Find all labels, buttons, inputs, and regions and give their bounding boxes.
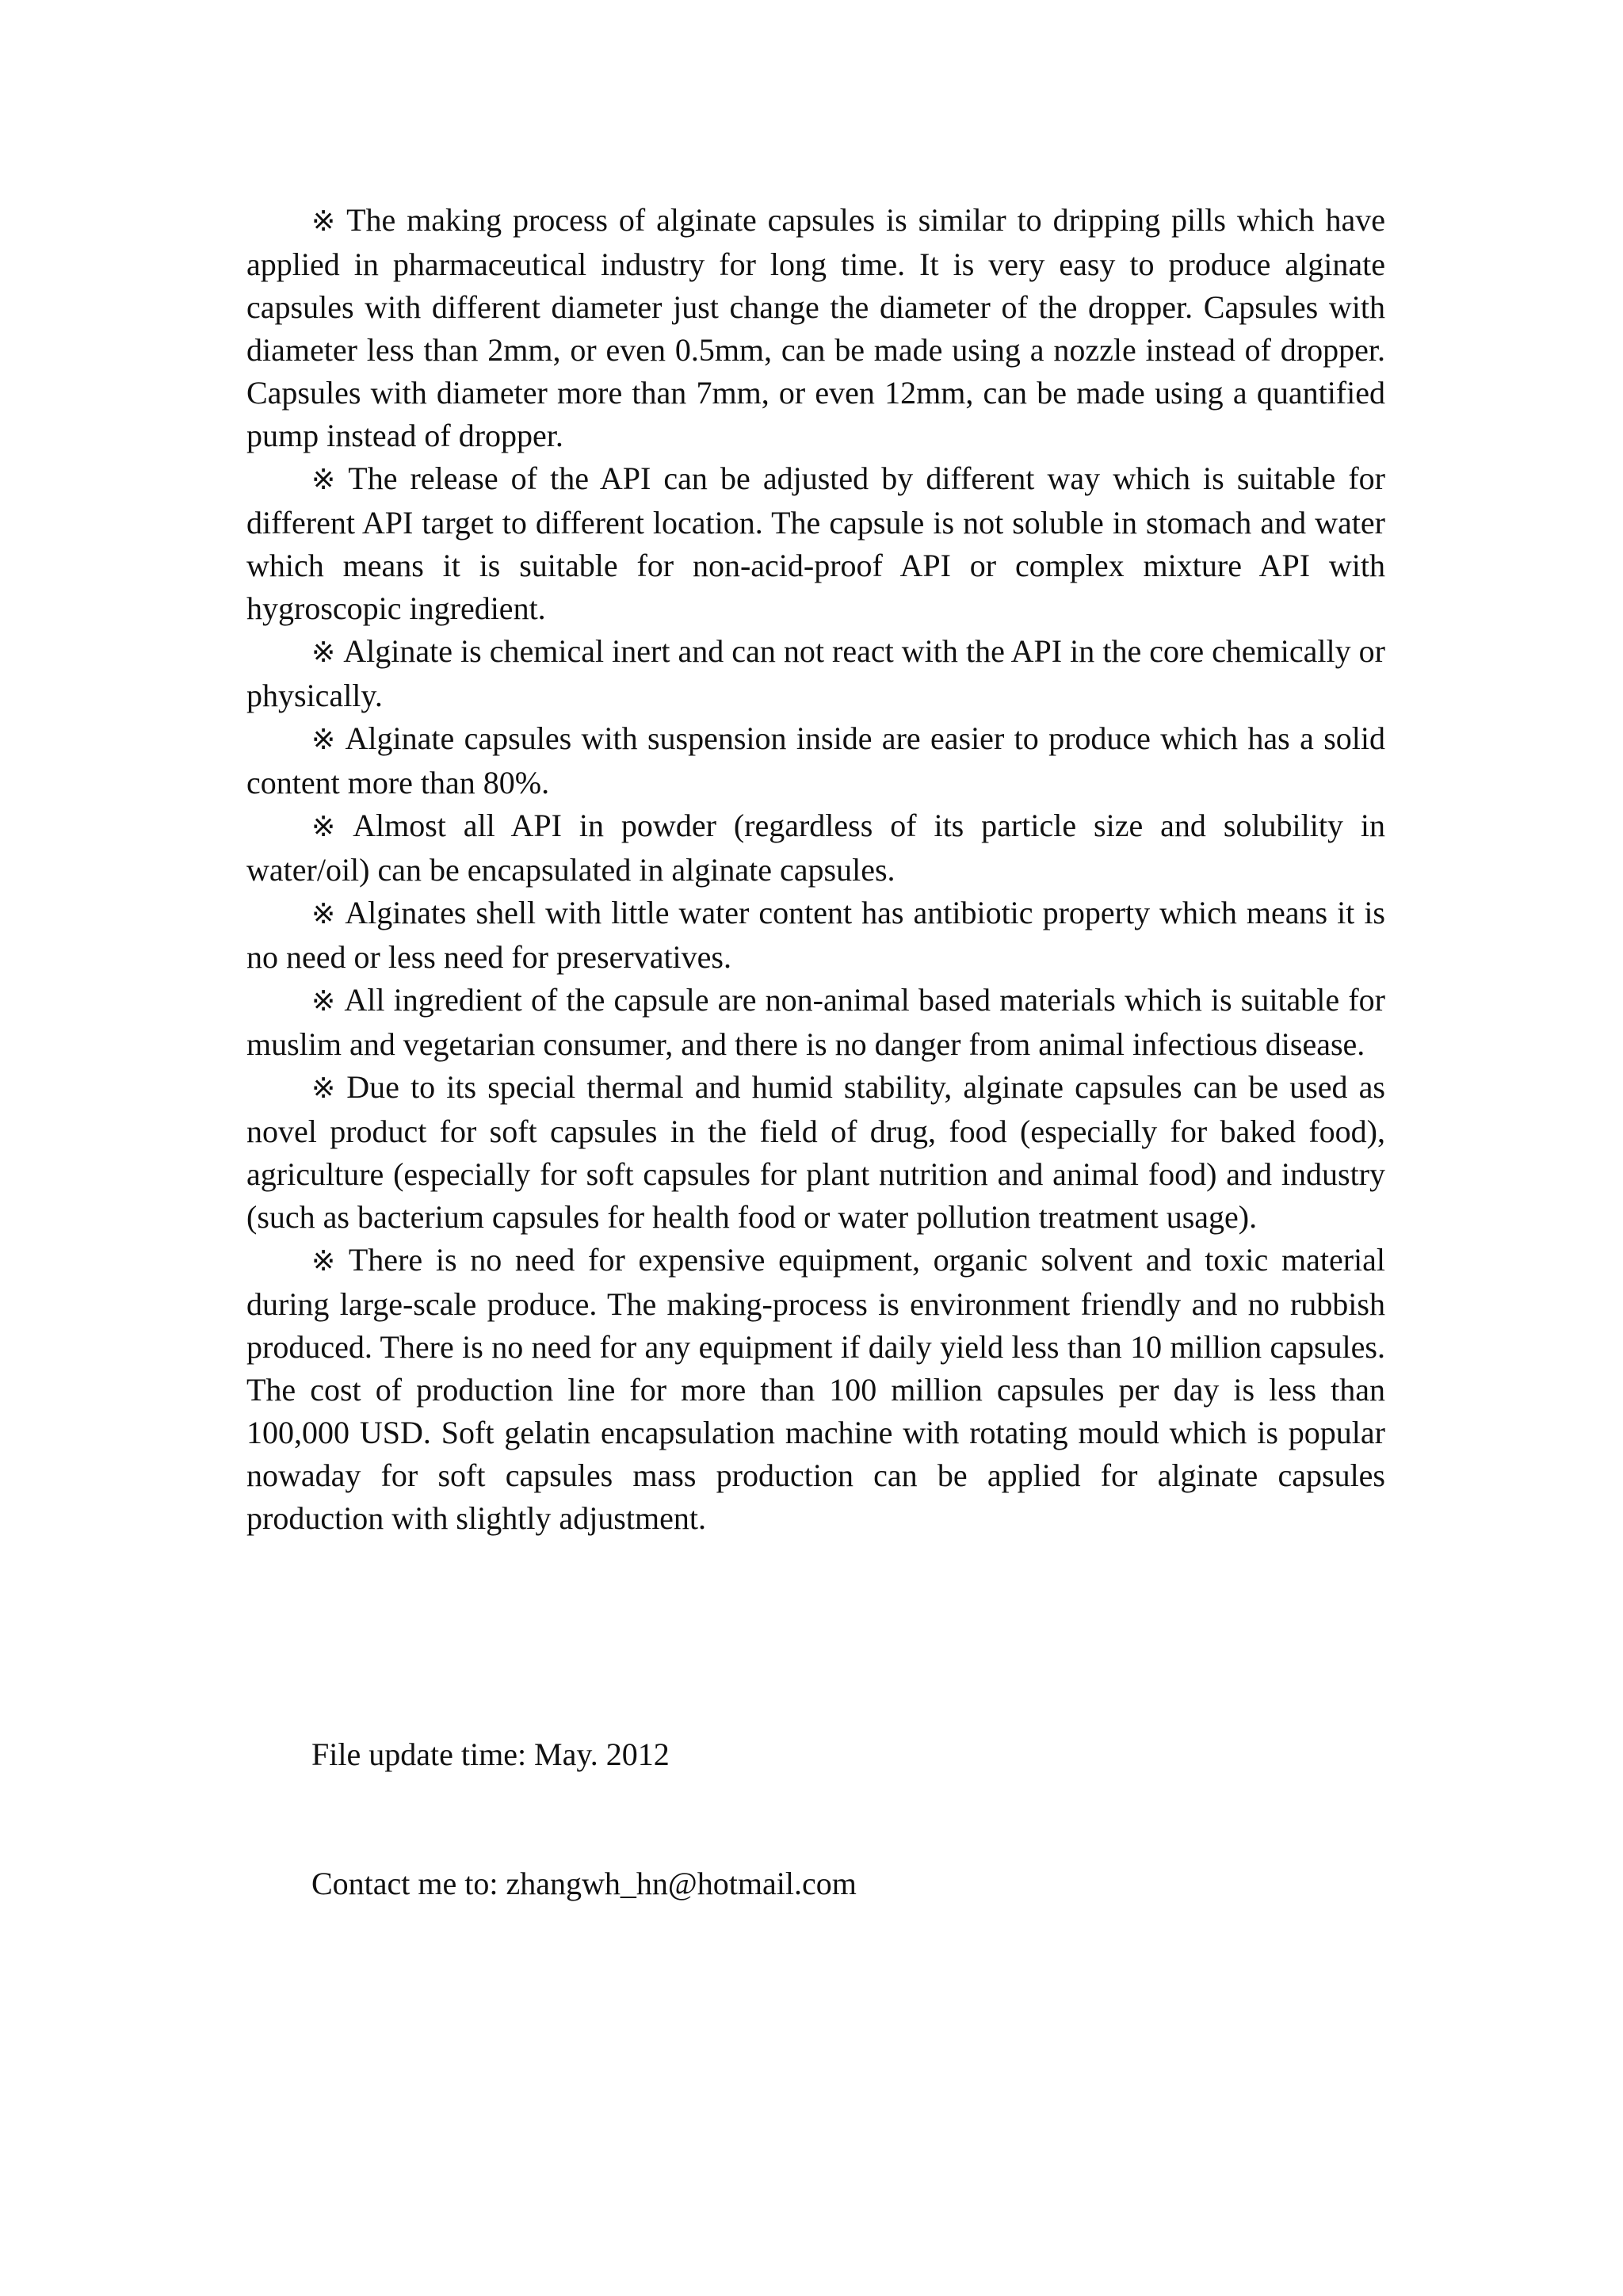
- paragraph-2: [246, 457, 1385, 630]
- file-update-time: File update time: May. 2012: [311, 1736, 670, 1772]
- paragraph-text: There is no need for expensive equipment, organic solvent and toxic material during large-scale produce. The making-process is environment friendly and no rubbish produced. There is no need for any equipment if daily yield less than 10 million capsules. The cost of production line for more than 100 million capsules per day is less than 100,000 USD. Soft gelatin encapsulation machine with rotating mould which is popular nowaday for soft capsules mass production can be applied for alginate capsules production with slightly adjustment.: [246, 1242, 1385, 1536]
- paragraph-text: All ingredient of the capsule are non-animal based materials which is suitable for muslim and vegetarian consumer, and there is no danger from animal infectious disease.: [246, 982, 1385, 1062]
- reference-mark-icon: ※: [311, 205, 339, 238]
- contact-line: Contact me to: zhangwh_hn@hotmail.com: [311, 1866, 857, 1901]
- paragraph-1: [246, 199, 1385, 457]
- reference-mark-icon: ※: [311, 464, 341, 496]
- reference-mark-icon: ※: [311, 1245, 341, 1278]
- paragraph-text: The release of the API can be adjusted by different way which is suitable for different API target to different location. The capsule is not soluble in stomach and water which means it is suitable for non-acid-proof API or complex mixture API with hygroscopic ingredient.: [246, 460, 1385, 626]
- paragraph-7: [246, 979, 1385, 1066]
- reference-mark-icon: ※: [311, 1072, 339, 1105]
- document-body: [246, 199, 1385, 1540]
- paragraph-4: [246, 717, 1385, 804]
- paragraph-6: [246, 892, 1385, 979]
- paragraph-8: [246, 1066, 1385, 1239]
- reference-mark-icon: ※: [311, 898, 338, 930]
- paragraph-text: Due to its special thermal and humid stability, alginate capsules can be used as novel product for soft capsules in the field of drug, food (especially for baked food), agriculture (especially for soft capsules for plant nutrition and animal food) and industry (such as bacterium capsules for health food or water pollution treatment usage).: [246, 1069, 1385, 1235]
- paragraph-text: Alginates shell with little water content has antibiotic property which means it is no need or less need for preservatives.: [246, 895, 1385, 975]
- reference-mark-icon: ※: [311, 724, 338, 756]
- paragraph-text: Almost all API in powder (regardless of its particle size and solubility in water/oil) can be encapsulated in alginate capsules.: [246, 808, 1385, 888]
- reference-mark-icon: ※: [311, 811, 346, 843]
- paragraph-text: Alginate capsules with suspension inside are easier to produce which has a solid content more than 80%.: [246, 720, 1385, 800]
- reference-mark-icon: ※: [311, 985, 337, 1018]
- paragraph-text: Alginate is chemical inert and can not react with the API in the core chemically or physically.: [246, 633, 1385, 713]
- paragraph-5: [246, 804, 1385, 892]
- reference-mark-icon: ※: [311, 636, 336, 669]
- paragraph-9: [246, 1239, 1385, 1540]
- paragraph-text: The making process of alginate capsules is similar to dripping pills which have applied in pharmaceutical industry for long time. It is very easy to produce alginate capsules with different diameter just change the diameter of the dropper. Capsules with diameter less than 2mm, or even 0.5mm, can be made using a nozzle instead of dropper. Capsules with diameter more than 7mm, or even 12mm, can be made using a quantified pump instead of dropper.: [246, 202, 1385, 453]
- paragraph-3: [246, 630, 1385, 717]
